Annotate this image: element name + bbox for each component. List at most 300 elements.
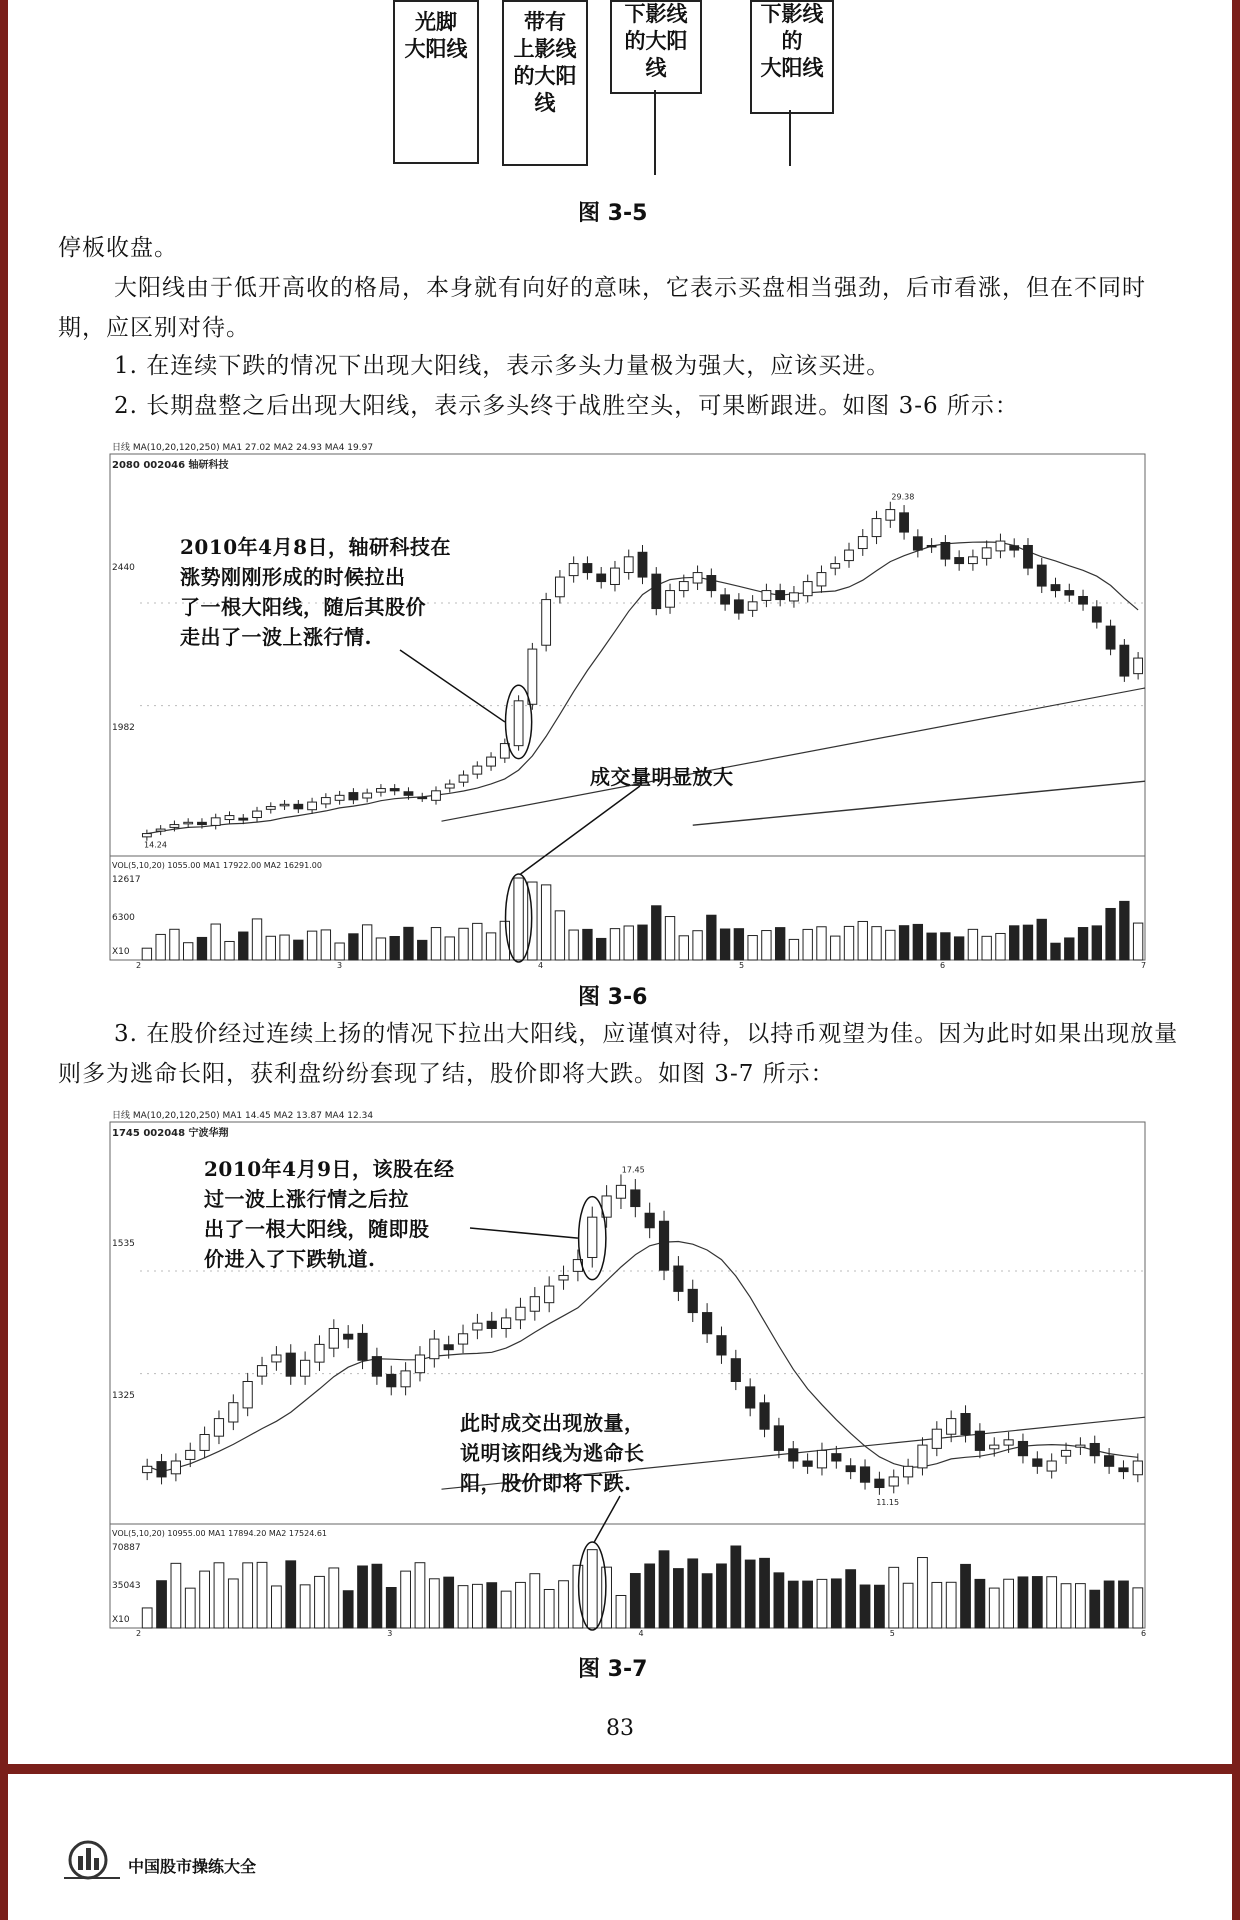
- volume-bar: [831, 1579, 841, 1628]
- bullish-candle: [990, 1445, 999, 1449]
- bearish-candle: [717, 1336, 726, 1355]
- x-tick-label: 6: [1141, 1629, 1147, 1638]
- figure-3-7-chart: [100, 1108, 1160, 1638]
- volume-header: VOL(5,10,20) 1055.00 MA1 17922.00 MA2 16291.00: [112, 861, 322, 870]
- volume-bar: [968, 929, 977, 960]
- low-price-label: 14.24: [144, 840, 167, 850]
- volume-bar: [679, 936, 688, 960]
- candle-label-2: [502, 8, 588, 116]
- annotation-arrow: [470, 1228, 578, 1238]
- bullish-candle: [473, 1323, 482, 1330]
- y-axis-label: 1325: [112, 1391, 135, 1401]
- volume-bar: [872, 927, 881, 960]
- bearish-candle: [387, 1374, 396, 1386]
- bearish-candle: [927, 545, 936, 547]
- volume-bar: [961, 1564, 971, 1628]
- bullish-candle: [430, 1339, 439, 1359]
- bullish-candle: [257, 1366, 266, 1377]
- volume-bar: [899, 926, 908, 960]
- bearish-candle: [157, 1462, 166, 1477]
- chart-annotation: [204, 1154, 455, 1274]
- bullish-candle: [1061, 1450, 1070, 1456]
- bearish-candle: [645, 1213, 654, 1228]
- bullish-candle: [514, 701, 523, 746]
- volume-bar: [1076, 1584, 1086, 1628]
- volume-bar: [1133, 923, 1142, 960]
- volume-bar: [583, 929, 592, 960]
- page-divider: [0, 1764, 1240, 1774]
- volume-bar: [473, 923, 482, 960]
- volume-bar: [294, 940, 303, 960]
- low-price-label: 11.15: [876, 1497, 900, 1507]
- bullish-candle: [588, 1217, 597, 1257]
- volume-bar: [415, 1563, 425, 1628]
- bearish-candle: [239, 818, 248, 820]
- volume-bar: [239, 932, 248, 960]
- volume-bar: [803, 929, 812, 960]
- volume-bar: [846, 1570, 856, 1628]
- volume-axis-label: 35043: [112, 1581, 141, 1591]
- bullish-candle: [872, 519, 881, 537]
- bullish-candle: [415, 1355, 424, 1373]
- bullish-candle: [1076, 1445, 1085, 1447]
- volume-axis-label: 70887: [112, 1543, 141, 1553]
- volume-bar: [1061, 1584, 1071, 1628]
- volume-bar: [170, 929, 179, 960]
- x-tick-label: 6: [940, 961, 946, 970]
- bullish-candle: [1134, 658, 1143, 674]
- volume-axis-label: 12617: [112, 875, 141, 885]
- volume-bar: [185, 1588, 195, 1628]
- page-frame-right: [1232, 0, 1240, 1920]
- bullish-candle: [458, 1334, 467, 1344]
- volume-bar: [645, 1564, 655, 1628]
- candle-label-line: 大阳线: [404, 36, 468, 61]
- bullish-candle: [559, 1275, 568, 1280]
- bullish-candle: [401, 1371, 410, 1387]
- candle-label-line: 大阳线: [760, 55, 824, 80]
- volume-annotation: 成交量明显放大: [590, 765, 734, 789]
- bullish-candle: [445, 784, 454, 788]
- volume-bar: [1104, 1581, 1114, 1628]
- bullish-candle: [904, 1466, 913, 1477]
- bullish-candle: [516, 1307, 525, 1320]
- bullish-candle: [528, 649, 537, 704]
- bullish-candle: [272, 1355, 281, 1362]
- bullish-candle: [545, 1286, 554, 1303]
- volume-bar: [445, 937, 454, 960]
- bullish-candle: [762, 591, 771, 601]
- volume-bar: [401, 1571, 411, 1628]
- bearish-candle: [803, 1461, 812, 1466]
- volume-bar: [734, 929, 743, 960]
- bullish-candle: [253, 811, 262, 817]
- candle-label-line: 线: [534, 90, 556, 115]
- bearish-candle: [1037, 565, 1046, 586]
- volume-bar: [307, 931, 316, 960]
- volume-bar: [321, 930, 330, 960]
- volume-bar: [989, 1588, 999, 1628]
- bullish-candle: [432, 791, 441, 800]
- volume-bar: [376, 938, 385, 960]
- bearish-candle: [975, 1431, 984, 1450]
- volume-bar: [487, 1583, 497, 1628]
- volume-bar: [459, 928, 468, 960]
- bullish-candle: [229, 1403, 238, 1422]
- bullish-candle: [886, 510, 895, 521]
- volume-bar: [889, 1567, 899, 1628]
- bearish-candle: [731, 1359, 740, 1382]
- high-price-label: 17.45: [621, 1165, 645, 1175]
- annotation-line: 2010年4月9日，该股在经: [204, 1157, 455, 1181]
- volume-bar: [610, 929, 619, 960]
- volume-bar: [788, 1581, 798, 1628]
- volume-bar: [429, 1579, 439, 1628]
- bearish-candle: [372, 1357, 381, 1377]
- annotation-line: 了一根大阳线，随后其股价: [180, 595, 426, 619]
- bullish-candle: [335, 795, 344, 800]
- annotation-line: 出了一根大阳线，随即股: [204, 1217, 430, 1241]
- bearish-candle: [444, 1345, 453, 1350]
- figure-caption: 图 3-7: [578, 1657, 648, 1682]
- bullish-candle: [200, 1435, 209, 1451]
- bearish-candle: [1120, 645, 1129, 676]
- volume-bar: [300, 1585, 310, 1628]
- volume-bar: [1018, 1577, 1028, 1628]
- volume-bar: [720, 929, 729, 960]
- volume-bar: [573, 1565, 583, 1628]
- volume-bar: [1037, 919, 1046, 960]
- volume-bar: [1119, 1581, 1129, 1628]
- candle-label-line: 的: [781, 28, 803, 53]
- y-axis-label: 2440: [112, 563, 135, 574]
- x-tick-label: 5: [739, 961, 745, 970]
- bullish-candle: [611, 568, 620, 584]
- volume-bar: [257, 1562, 267, 1628]
- annotation-line: 价进入了下跌轨道.: [204, 1247, 376, 1271]
- volume-bar: [444, 1577, 454, 1628]
- paragraph: 大阳线由于低开高收的格局，本身就有向好的意味，它表示买盘相当强劲，后市看涨，但在不同时期，应区别对待。: [58, 275, 1146, 341]
- bullish-candle: [1004, 1440, 1013, 1445]
- volume-bar: [638, 925, 647, 960]
- volume-bar: [1065, 938, 1074, 960]
- volume-bar: [954, 937, 963, 960]
- page-frame-left: [0, 0, 8, 1920]
- bullish-candle: [280, 804, 289, 806]
- volume-bar: [1106, 908, 1115, 960]
- bullish-candle: [266, 807, 275, 810]
- volume-bar: [335, 943, 344, 960]
- volume-bar: [693, 931, 702, 960]
- volume-bar: [386, 1588, 396, 1628]
- volume-bar: [996, 933, 1005, 960]
- volume-bar: [329, 1568, 339, 1628]
- candle-label-line: 带有: [524, 9, 566, 34]
- bearish-candle: [638, 552, 647, 577]
- bullish-candle: [186, 1450, 195, 1459]
- bullish-candle: [616, 1185, 625, 1198]
- volume-bar: [748, 936, 757, 960]
- annotation-line: 走出了一波上涨行情.: [180, 625, 372, 649]
- candle-label-1: [393, 8, 479, 62]
- x-tick-label: 3: [337, 961, 343, 970]
- bearish-candle: [597, 574, 606, 582]
- bearish-candle: [789, 1449, 798, 1461]
- bullish-candle: [790, 593, 799, 601]
- bearish-candle: [286, 1353, 295, 1376]
- volume-bar: [913, 924, 922, 960]
- volume-bar: [243, 1563, 253, 1628]
- bullish-candle: [817, 573, 826, 586]
- high-price-label: 29.38: [891, 492, 915, 502]
- bullish-candle: [321, 798, 330, 804]
- bearish-candle: [900, 513, 909, 532]
- volume-bar: [1092, 926, 1101, 960]
- volume-bar: [941, 933, 950, 960]
- annotation-line: 阳，股价即将下跌.: [460, 1471, 632, 1495]
- book-page: [8, 0, 1232, 1764]
- bearish-candle: [358, 1333, 367, 1360]
- bearish-candle: [941, 542, 950, 559]
- bullish-candle: [530, 1297, 539, 1312]
- bullish-candle: [487, 757, 496, 766]
- volume-bar: [431, 928, 440, 960]
- volume-bar: [544, 1589, 554, 1628]
- volume-bar: [343, 1591, 353, 1628]
- chart-annotation: [180, 532, 451, 652]
- x-tick-label: 2: [136, 961, 142, 970]
- volume-bar: [1004, 1579, 1014, 1628]
- ma250-line: [693, 781, 1145, 825]
- bullish-candle: [982, 548, 991, 559]
- annotation-line: 过一波上涨行情之后拉: [204, 1187, 409, 1211]
- bullish-candle: [329, 1328, 338, 1348]
- bearish-candle: [746, 1387, 755, 1408]
- bearish-candle: [1033, 1459, 1042, 1466]
- volume-bar: [745, 1560, 755, 1628]
- bullish-candle: [473, 766, 482, 774]
- annotation-line: 说明该阳线为逃命长: [460, 1441, 645, 1465]
- volume-bar: [362, 925, 371, 960]
- volume-bar: [760, 1558, 770, 1628]
- bearish-candle: [846, 1466, 855, 1472]
- bullish-candle: [624, 557, 633, 573]
- volume-bar: [844, 926, 853, 960]
- volume-bar: [932, 1582, 942, 1628]
- bearish-candle: [390, 789, 399, 791]
- volume-bar: [1047, 1577, 1057, 1628]
- paragraph: 2. 长期盘整之后出现大阳线，表示多头终于战胜空头，可果断跟进。如图 3-6 所示：: [114, 393, 1019, 419]
- volume-header: VOL(5,10,20) 10955.00 MA1 17894.20 MA2 17524.61: [112, 1529, 328, 1538]
- bearish-candle: [875, 1479, 884, 1487]
- bullish-candle: [555, 577, 564, 597]
- annotation-line: 涨势刚刚形成的时候拉出: [180, 565, 406, 589]
- paragraph: 1. 在连续下跌的情况下出现大阳线，表示多头力量极为强大，应该买进。: [114, 353, 891, 379]
- chart-frame: [110, 454, 1145, 960]
- x-tick-label: 4: [538, 961, 544, 970]
- x-tick-label: 7: [1141, 961, 1147, 970]
- bullish-candle: [542, 600, 551, 646]
- volume-bar: [184, 943, 193, 960]
- x-tick-label: 5: [889, 1629, 895, 1638]
- bearish-candle: [631, 1190, 640, 1207]
- bullish-candle: [301, 1360, 310, 1376]
- volume-bar: [918, 1558, 928, 1628]
- stock-name: 2080 002046 轴研科技: [112, 460, 229, 471]
- volume-bar: [404, 927, 413, 960]
- volume-bar: [349, 934, 358, 960]
- volume-bar: [358, 1566, 368, 1628]
- volume-bar: [674, 1569, 684, 1628]
- bullish-candle: [666, 591, 675, 608]
- volume-bar: [616, 1595, 626, 1628]
- volume-bar: [569, 930, 578, 960]
- volume-annotation: [460, 1408, 645, 1498]
- volume-bar: [630, 1574, 640, 1628]
- y-axis-label: 1982: [112, 723, 135, 733]
- volume-bar: [817, 927, 826, 960]
- bullish-candle: [969, 557, 978, 564]
- annotation-line: 2010年4月8日，轴研科技在: [180, 535, 451, 559]
- bullish-candle: [308, 802, 317, 810]
- volume-bar: [1078, 928, 1087, 960]
- bearish-candle: [955, 558, 964, 564]
- volume-bar: [624, 926, 633, 960]
- volume-bar: [903, 1583, 913, 1628]
- volume-annotation-arrow: [521, 786, 640, 874]
- candle-label-3: [610, 0, 702, 81]
- bullish-candle: [817, 1450, 826, 1467]
- volume-axis-label: X10: [112, 1615, 130, 1625]
- bullish-candle: [947, 1419, 956, 1435]
- bullish-candle: [142, 834, 151, 837]
- bullish-candle: [214, 1419, 223, 1437]
- volume-bar: [817, 1579, 827, 1628]
- bullish-candle: [569, 564, 578, 576]
- paragraph: 停板收盘。: [58, 235, 178, 261]
- bearish-candle: [760, 1403, 769, 1429]
- candle-label-line: 的大阳: [624, 28, 688, 53]
- bearish-candle: [721, 595, 730, 604]
- volume-bar: [982, 936, 991, 960]
- annotation-arrow: [400, 650, 505, 722]
- candle-shadow-4: [789, 110, 791, 166]
- bullish-candle: [996, 541, 1005, 551]
- figure-caption: 图 3-6: [578, 985, 648, 1010]
- bearish-candle: [1119, 1468, 1128, 1472]
- bearish-candle: [961, 1414, 970, 1435]
- bearish-candle: [860, 1467, 869, 1482]
- volume-bar: [280, 935, 289, 960]
- volume-bar: [516, 1582, 526, 1628]
- bearish-candle: [1079, 596, 1088, 604]
- bullish-candle: [845, 550, 854, 561]
- bearish-candle: [1010, 546, 1019, 550]
- x-tick-label: 4: [638, 1629, 644, 1638]
- volume-bar: [286, 1561, 296, 1628]
- x-tick-label: 3: [387, 1629, 393, 1638]
- bearish-candle: [1051, 585, 1060, 591]
- candle-label-line: 下影线: [760, 1, 824, 26]
- volume-bar: [501, 1591, 511, 1628]
- bullish-candle: [184, 822, 193, 824]
- bearish-candle: [294, 804, 303, 809]
- volume-bar: [774, 1573, 784, 1628]
- volume-bar: [927, 933, 936, 960]
- bullish-candle: [889, 1477, 898, 1486]
- volume-bar: [597, 938, 606, 960]
- bullish-candle: [363, 793, 372, 798]
- bullish-candle: [748, 602, 757, 611]
- candle-label-4: [750, 0, 834, 81]
- volume-bar: [530, 1574, 540, 1628]
- bullish-candle: [858, 537, 867, 549]
- volume-annotation-arrow: [594, 1496, 620, 1542]
- bearish-candle: [1018, 1441, 1027, 1455]
- volume-bar: [514, 878, 523, 960]
- bearish-candle: [688, 1289, 697, 1312]
- bearish-candle: [1090, 1443, 1099, 1455]
- volume-bar: [541, 885, 550, 960]
- candle-shadow-3: [654, 90, 656, 175]
- volume-bar: [225, 941, 234, 960]
- volume-bar: [875, 1585, 885, 1628]
- bearish-candle: [774, 1426, 783, 1451]
- bullish-candle: [211, 818, 220, 826]
- bullish-candle: [315, 1344, 324, 1362]
- volume-bar: [559, 1581, 569, 1628]
- bearish-candle: [703, 1313, 712, 1334]
- volume-bar: [214, 1563, 224, 1628]
- bearish-candle: [913, 537, 922, 550]
- volume-bar: [1023, 925, 1032, 960]
- volume-bar: [200, 1571, 210, 1628]
- volume-bar: [665, 917, 674, 960]
- volume-bar: [458, 1586, 468, 1628]
- next-page-header: [8, 1774, 1232, 1920]
- volume-axis-label: X10: [112, 947, 130, 957]
- bullish-candle: [679, 582, 688, 591]
- chart-header: 日线 MA(10,20,120,250) MA1 27.02 MA2 24.93 MA4 19.97: [112, 443, 374, 453]
- volume-bar: [659, 1551, 669, 1628]
- volume-bar: [1010, 926, 1019, 960]
- volume-bar: [228, 1579, 238, 1628]
- candle-label-line: 线: [645, 55, 667, 80]
- volume-bar: [1133, 1588, 1143, 1628]
- book-logo-icon: [64, 1838, 120, 1884]
- volume-bar: [555, 911, 564, 960]
- volume-bar: [473, 1584, 483, 1628]
- page-number: 83: [606, 1716, 634, 1741]
- volume-bar: [1051, 943, 1060, 960]
- volume-bar: [156, 934, 165, 960]
- candle-label-line: 光脚: [415, 9, 457, 34]
- volume-bar: [587, 1550, 597, 1628]
- y-axis-label: 1535: [112, 1239, 135, 1250]
- bullish-candle: [1133, 1461, 1142, 1475]
- volume-bar: [142, 948, 151, 960]
- figure-3-6-chart: [100, 440, 1160, 970]
- bearish-candle: [198, 822, 207, 824]
- stock-name: 1745 002048 宁波华翔: [112, 1128, 229, 1139]
- volume-axis-label: 6300: [112, 913, 135, 923]
- bullish-candle: [1047, 1461, 1056, 1471]
- bullish-candle: [170, 825, 179, 828]
- bullish-candle: [243, 1381, 252, 1407]
- x-tick-label: 2: [136, 1629, 142, 1638]
- bearish-candle: [832, 1454, 841, 1461]
- bearish-candle: [674, 1266, 683, 1291]
